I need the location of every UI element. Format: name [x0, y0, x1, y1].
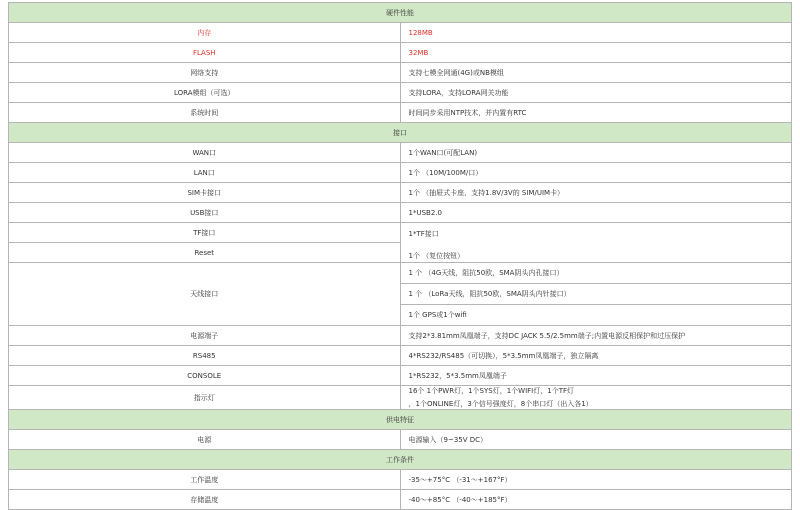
row-value: 1个 （抽屉式卡座，支持1.8V/3V的 SIM/UIM卡） [400, 183, 792, 203]
table-row [9, 470, 792, 490]
table-row [9, 346, 792, 366]
table-row [9, 430, 792, 450]
section-header-conditions [9, 450, 792, 470]
row-label: LAN口 [9, 163, 401, 183]
section-title: 供电特征 [9, 410, 792, 430]
antenna-gps-value: 1个 GPS或1个wifi [408, 311, 467, 319]
row-label: 网络支持 [9, 63, 401, 83]
indicator-line-2: ，1个ONLINE灯，3个信号强度灯，8个串口灯（出入各1） [408, 400, 593, 408]
row-value [400, 223, 792, 263]
row-value: -35～+75°C （-31～+167°F） [400, 470, 792, 490]
row-label: TF接口 [9, 223, 401, 243]
table-row [9, 183, 792, 203]
reset-value: 1个 （复位按钮） [408, 252, 465, 260]
row-value: 时间同步采用NTP技术，并内置有RTC [400, 103, 792, 123]
table-row [9, 263, 792, 326]
table-row [9, 103, 792, 123]
row-label: CONSOLE [9, 366, 401, 386]
antenna-lora-value: 1 个 （LoRa天线，阻抗50欧，SMA阴头内针接口） [401, 284, 792, 305]
table-row [9, 223, 792, 243]
table-row [9, 386, 792, 410]
row-label: 指示灯 [9, 386, 401, 410]
row-value: 支持七模全网通(4G)或NB模组 [400, 63, 792, 83]
section-title: 接口 [9, 123, 792, 143]
table-row [9, 203, 792, 223]
row-label: 天线接口 [9, 263, 401, 326]
row-label: USB接口 [9, 203, 401, 223]
row-label: Reset [9, 243, 401, 263]
row-label: 系统时间 [9, 103, 401, 123]
section-header-power [9, 410, 792, 430]
table-row [9, 83, 792, 103]
row-label: LORA模组（可选） [9, 83, 401, 103]
row-value: 电源输入（9~35V DC） [400, 430, 792, 450]
spec-table [8, 2, 792, 510]
row-value [400, 386, 792, 410]
indicator-line-1: 16个 1个PWR灯，1个SYS灯，1个WIFI灯，1个TF灯 [408, 387, 574, 395]
row-label: RS485 [9, 346, 401, 366]
row-label: 存储温度 [9, 490, 401, 510]
table-row [9, 326, 792, 346]
row-value: 1个WAN口(可配LAN) [400, 143, 792, 163]
table-row [9, 366, 792, 386]
row-label: WAN口 [9, 143, 401, 163]
row-value: 1*USB2.0 [400, 203, 792, 223]
row-value: 1个 （10M/100M/口） [400, 163, 792, 183]
row-label: 工作温度 [9, 470, 401, 490]
section-header-hardware [9, 3, 792, 23]
row-value: 128MB [400, 23, 792, 43]
row-value: 1*RS232，5*3.5mm凤凰端子 [400, 366, 792, 386]
row-value: 4*RS232/RS485（可切换），5*3.5mm凤凰端子，独立隔离 [400, 346, 792, 366]
row-value: 32MB [400, 43, 792, 63]
table-row [9, 143, 792, 163]
tf-interface-value: 1*TF接口 [408, 230, 439, 238]
row-label: 电源 [9, 430, 401, 450]
section-title: 工作条件 [9, 450, 792, 470]
row-label: 内存 [9, 23, 401, 43]
row-label: 电源端子 [9, 326, 401, 346]
table-row [9, 23, 792, 43]
row-value: 支持2*3.81mm凤凰端子，支持DC JACK 5.5/2.5mm端子;内置电源反相保护和过压保护 [400, 326, 792, 346]
row-value: -40～+85°C （-40～+185°F） [400, 490, 792, 510]
section-header-interfaces [9, 123, 792, 143]
row-value: 支持LORA，支持LORA网关功能 [400, 83, 792, 103]
row-value [400, 263, 792, 326]
row-label: SIM卡接口 [9, 183, 401, 203]
table-row [9, 63, 792, 83]
row-label: FLASH [9, 43, 401, 63]
table-row [9, 43, 792, 63]
antenna-4g-value: 1 个 （4G天线，阻抗50欧，SMA阴头内孔接口） [401, 263, 792, 284]
table-row [9, 163, 792, 183]
section-title: 硬件性能 [9, 3, 792, 23]
